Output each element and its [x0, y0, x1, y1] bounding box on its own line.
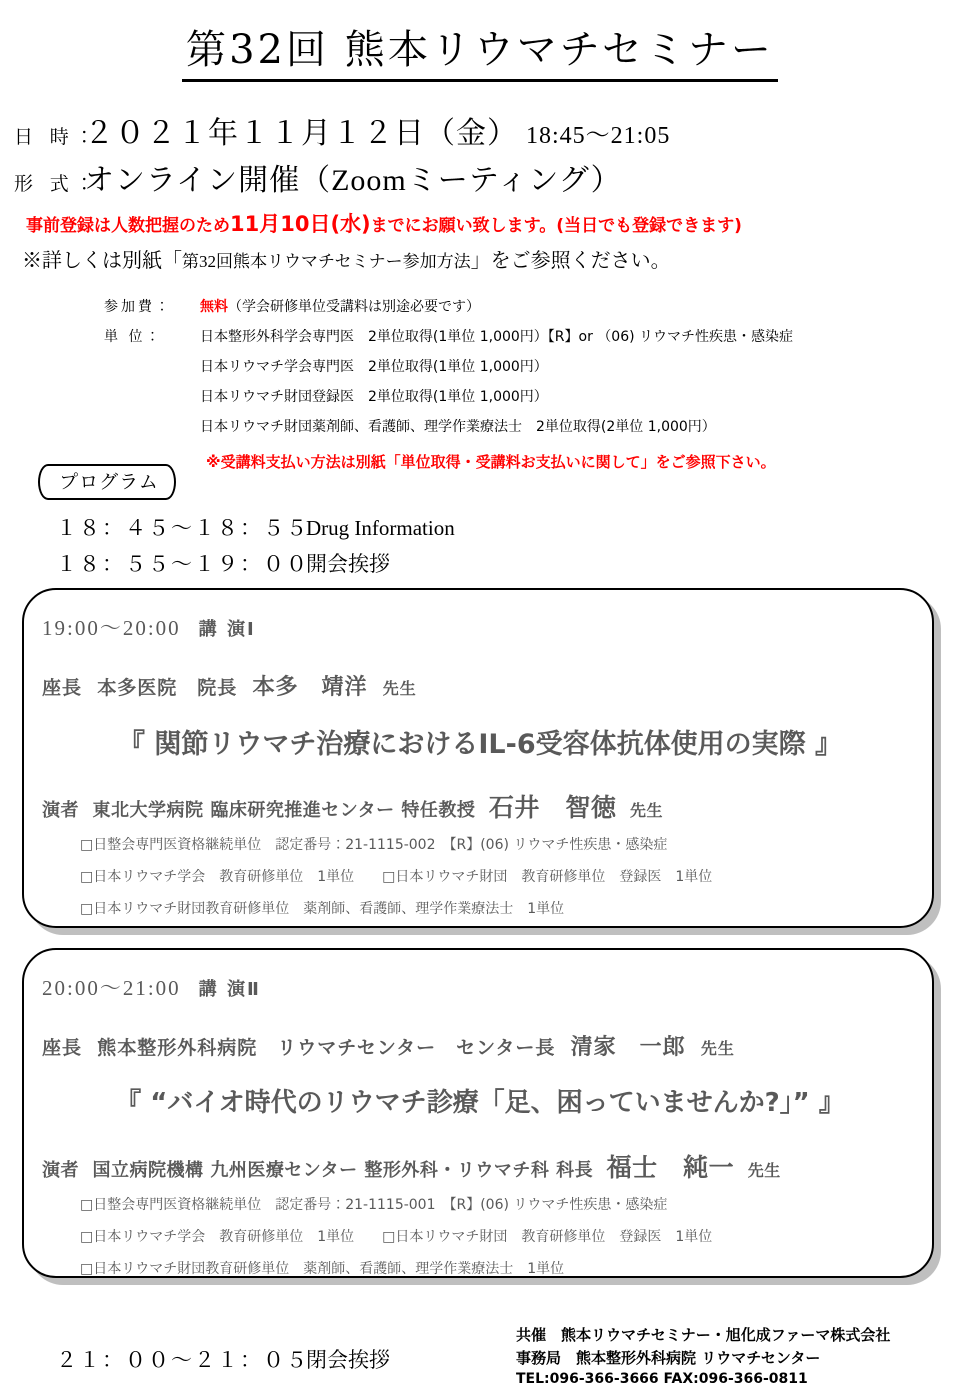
- speaker-honorific: 先生: [747, 1161, 781, 1180]
- unit-row: [104, 326, 793, 346]
- program-row-closing: [56, 1344, 390, 1374]
- lecture-time-row: [42, 612, 256, 642]
- format-value: オンライン開催（Zoomミーティング）: [84, 164, 622, 197]
- footer-contact-block: [516, 1324, 890, 1390]
- fee-note: （学会研修単位受講料は別途必要です）: [228, 299, 480, 315]
- fee-and-credits-block: [104, 296, 793, 446]
- credit-line: □日整会専門医資格継続単位 認定番号：21-1115-002 【R】(06) リウマチ性疾患・感染症: [80, 837, 668, 853]
- fee-label: 参加費：: [104, 299, 172, 315]
- speaker-name: 石井 智徳: [488, 793, 617, 822]
- chair-affiliation: 本多医院 院長: [97, 677, 238, 699]
- registration-deadline: 11月10日(水): [230, 212, 371, 236]
- chair-role: 座長: [42, 1037, 83, 1059]
- footer-sponsor: 共催 熊本リウマチセミナー・旭化成ファーマ株式会社: [516, 1326, 891, 1344]
- lecture-title: 『 “バイオ時代のリウマチ診療「足、困っていませんか?」” 』: [115, 1088, 845, 1118]
- lecture-credits: [80, 1194, 712, 1290]
- chair-name: 本多 靖洋: [252, 675, 368, 700]
- lecture-speaker-row: [42, 788, 663, 824]
- speaker-name: 福士 純一: [606, 1153, 735, 1182]
- format-label: 形 式：: [14, 174, 100, 195]
- date-label: 日 時：: [14, 127, 100, 148]
- page-title: [0, 18, 960, 82]
- chair-role: 座長: [42, 677, 83, 699]
- lecture-speaker-row: [42, 1148, 781, 1184]
- program-row-time: １８：５５～１９：００: [56, 552, 309, 576]
- credit-line: □日整会専門医資格継続単位 認定番号：21-1115-001 【R】(06) リウマチ性疾患・感染症: [80, 1197, 668, 1213]
- lecture-chair-row: [42, 670, 417, 701]
- registration-notice: [26, 208, 742, 238]
- registration-notice-post: までにお願い致します。: [370, 216, 557, 236]
- program-row: [56, 548, 390, 578]
- speaker-role: 演者: [42, 800, 79, 821]
- credit-line: □日本リウマチ学会 教育研修単位 1単位 □日本リウマチ財団 教育研修単位 登録医 1単位: [80, 1229, 713, 1245]
- reference-notice-doc: 第32回熊本リウマチセミナー参加方法: [182, 252, 471, 271]
- unit-line-3-row: 日本リウマチ財団薬剤師、看護師、理学作業療法士 2単位取得(2単位 1,000円）: [200, 419, 716, 435]
- lecture-label: 講 演Ⅰ: [198, 619, 256, 640]
- footer-contact: TEL:096-366-3666 FAX:096-366-0811: [516, 1371, 808, 1387]
- unit-line-0: 日本整形外科学会専門医 2単位取得(1単位 1,000円）【R】or （06) リウマチ性疾患・感染症: [200, 329, 794, 345]
- lecture-time: 20:00～21:00: [42, 976, 181, 1000]
- unit-line-2-row: 日本リウマチ財団登録医 2単位取得(1単位 1,000円）: [200, 389, 548, 405]
- speaker-affiliation: 国立病院機構 九州医療センター 整形外科・リウマチ科 科長: [92, 1160, 594, 1181]
- lecture-title: 『 関節リウマチ治療におけるIL-6受容体抗体使用の実際 』: [117, 729, 843, 760]
- lecture-panel-2: [22, 948, 934, 1278]
- program-section-plaque: [38, 464, 176, 500]
- program-row-name: 開会挨拶: [306, 552, 390, 576]
- date-value: ２０２１年１１月１２日（金）: [84, 117, 518, 150]
- speaker-affiliation: 東北大学病院 臨床研究推進センター 特任教授: [92, 800, 476, 821]
- reference-notice-pre: ※詳しくは別紙「: [22, 250, 182, 272]
- program-row-time: １８：４５～１８：５５: [56, 516, 309, 540]
- program-row: [56, 512, 455, 542]
- lecture-panel-1: [22, 588, 934, 928]
- fee-row: [104, 296, 793, 316]
- payment-method-note: ※受講料支払い方法は別紙「単位取得・受講料お支払いに関して」をご参照下さい。: [206, 453, 776, 471]
- lecture-time: 19:00～20:00: [42, 616, 181, 640]
- program-section-label: プログラム: [59, 472, 159, 493]
- chair-honorific: 先生: [382, 679, 417, 698]
- speaker-honorific: 先生: [629, 801, 663, 820]
- chair-name: 清家 一郎: [570, 1035, 686, 1060]
- lecture-chair-row: [42, 1030, 735, 1061]
- credit-line: □日本リウマチ学会 教育研修単位 1単位 □日本リウマチ財団 教育研修単位 登録医 1単位: [80, 869, 713, 885]
- reference-notice: [22, 244, 671, 273]
- format-row: [14, 155, 622, 199]
- reference-notice-post: 」をご参照ください。: [470, 250, 671, 272]
- credit-line: □日本リウマチ財団教育研修単位 薬剤師、看護師、理学作業療法士 1単位: [80, 901, 565, 917]
- unit-label: 単 位：: [104, 329, 163, 345]
- chair-honorific: 先生: [700, 1039, 735, 1058]
- lecture-label: 講 演Ⅱ: [198, 979, 261, 1000]
- fee-free-value: 無料: [200, 299, 228, 315]
- speaker-role: 演者: [42, 1160, 79, 1181]
- program-row-name: Drug Information: [306, 516, 455, 540]
- credit-line: □日本リウマチ財団教育研修単位 薬剤師、看護師、理学作業療法士 1単位: [80, 1261, 565, 1277]
- chair-affiliation: 熊本整形外科病院 リウマチセンター センター長: [97, 1037, 556, 1059]
- lecture-credits: [80, 834, 712, 930]
- closing-name: 閉会挨拶: [306, 1348, 390, 1372]
- registration-notice-tail: (当日でも登録できます): [556, 216, 742, 236]
- date-time: 18:45～21:05: [526, 123, 671, 149]
- registration-notice-pre: 事前登録は人数把握のため: [26, 216, 230, 236]
- date-row: [14, 108, 670, 152]
- unit-line-1-row: 日本リウマチ学会専門医 2単位取得(1単位 1,000円）: [200, 359, 548, 375]
- footer-office: 事務局 熊本整形外科病院 リウマチセンター: [516, 1348, 821, 1367]
- page-title-text: 第32回 熊本リウマチセミナー: [182, 18, 778, 82]
- lecture-time-row: [42, 972, 261, 1002]
- closing-time: ２１：００～２１：０５: [56, 1348, 309, 1372]
